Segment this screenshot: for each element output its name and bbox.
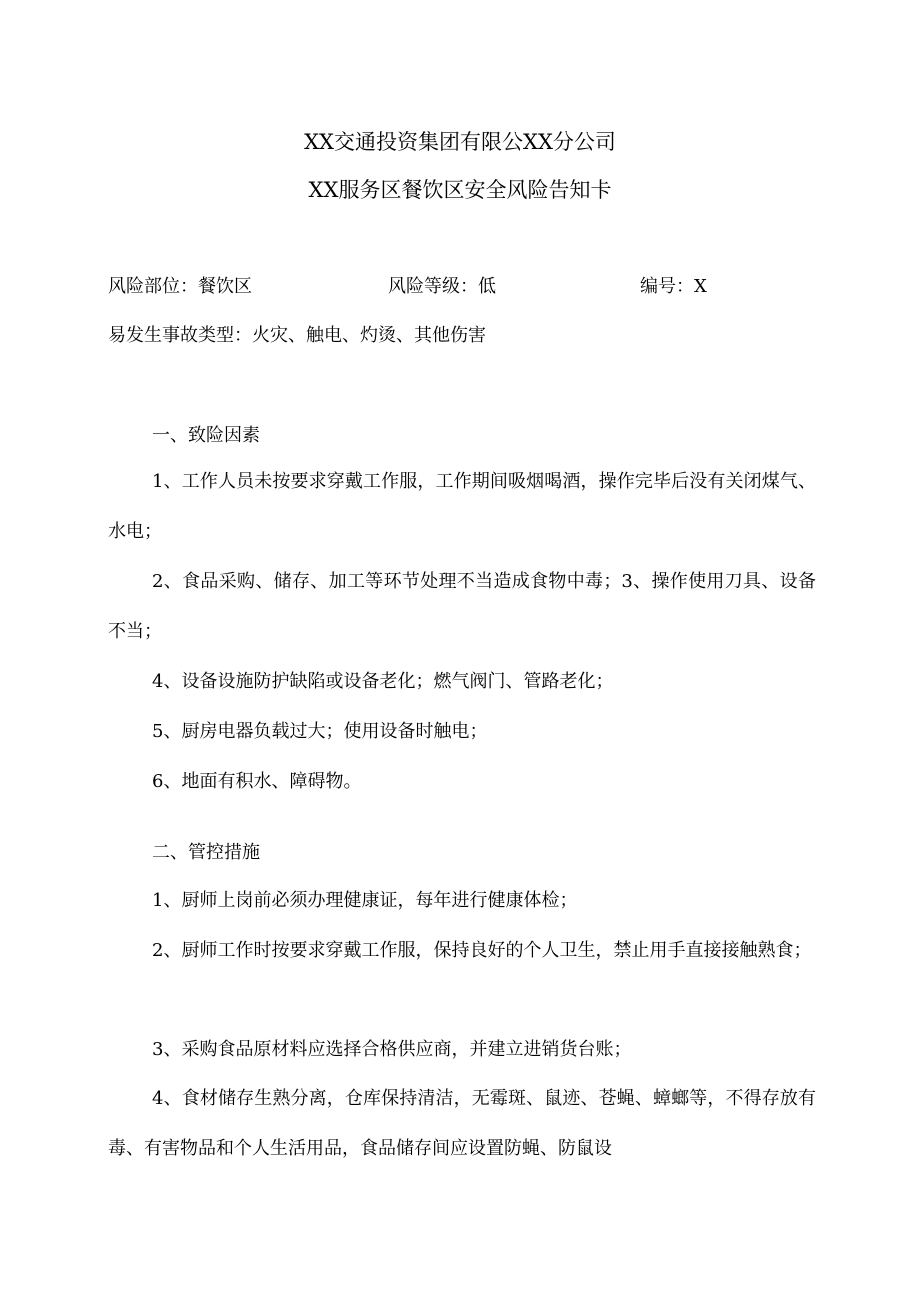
section1-item-4: 5、厨房电器负载过大；使用设备时触电；	[152, 721, 488, 742]
section2-item-4: 4、食材储存生熟分离，仓库保持清洁，无霉斑、鼠迹、苍蝇、蟑螂等，不得存放有毒、有害物品和个人生活用品，食品储存间应设置防蝇、防鼠设	[108, 1088, 816, 1159]
risk-location: 风险部位：餐饮区	[108, 276, 252, 297]
document-title-line2: XX服务区餐饮区安全风险告知卡	[308, 178, 612, 202]
section2-item-3: 3、采购食品原材料应选择合格供应商，并建立进销货台账；	[152, 1039, 632, 1060]
accident-types: 易发生事故类型：火灾、触电、灼烫、其他伤害	[108, 325, 486, 346]
section1-item-2: 2、食品采购、储存、加工等环节处理不当造成食物中毒；3、操作使用刀具、设备不当；	[108, 571, 816, 642]
section1-item-3: 4、设备设施防护缺陷或设备老化；燃气阀门、管路老化；	[152, 671, 614, 692]
card-number: 编号：X	[640, 276, 707, 297]
section1-item-1: 1、工作人员未按要求穿戴工作服，工作期间吸烟喝酒，操作完毕后没有关闭煤气、水电；	[108, 471, 816, 542]
section1-heading: 一、致险因素	[152, 425, 260, 446]
section1-item-5: 6、地面有积水、障碍物。	[152, 771, 362, 792]
section2-item-2: 2、厨师工作时按要求穿戴工作服，保持良好的个人卫生，禁止用手直接接触熟食；	[152, 940, 812, 961]
document-title-line1: XX交通投资集团有限公XX分公司	[304, 130, 616, 154]
section2-item-1: 1、厨师上岗前必须办理健康证，每年进行健康体检；	[152, 890, 578, 911]
section2-heading: 二、管控措施	[152, 842, 260, 863]
risk-level: 风险等级：低	[388, 276, 496, 297]
